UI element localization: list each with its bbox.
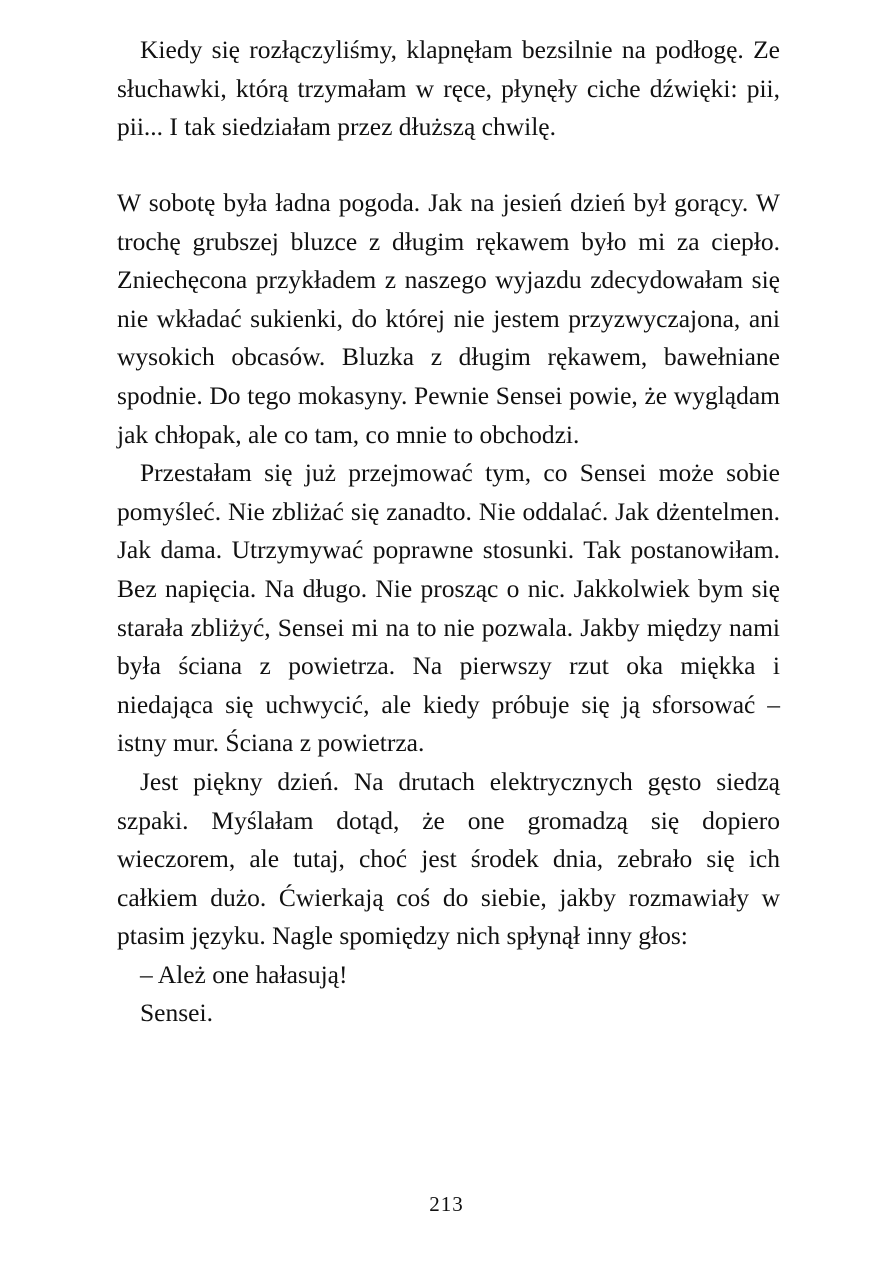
paragraph: W sobotę była ładna pogoda. Jak na jesień dzień był gorący. W trochę grubszej bluzce z długim rękawem było mi za ciepło. Zniechęcona przykładem z naszego wyjazdu zdecydowałam się nie wkładać sukienki, do której nie jestem przyzwyczajona, ani wysokich obcasów. Bluzka z długim rękawem, bawełniane spodnie. Do tego mokasyny. Pewnie Sensei powie, że wyglądam jak chłopak, ale co tam, co mnie to obchodzi. bbox=[117, 188, 780, 449]
dialogue-line: – Ależ one hałasują! bbox=[140, 959, 348, 989]
page-number: 213 bbox=[429, 1192, 464, 1216]
paragraph: Sensei. bbox=[140, 998, 213, 1028]
text-section-1 bbox=[117, 31, 780, 147]
paragraph: Jest piękny dzień. Na drutach elektrycznych gęsto siedzą szpaki. Myślałam dotąd, że one gromadzą się dopiero wieczorem, ale tutaj, choć jest środek dnia, zebrało się ich całkiem dużo. Ćwierkają coś do siebie, jakby rozmawiały w ptasim języku. Nagle spomiędzy nich spłynął inny głos: bbox=[117, 766, 780, 951]
text-section-2 bbox=[117, 184, 780, 1033]
paragraph: Kiedy się rozłączyliśmy, klapnęłam bezsilnie na podłogę. Ze słuchawki, którą trzymałam w ręce, płynęły ciche dźwięki: pii, pii... I tak siedziałam przez dłuższą chwilę. bbox=[117, 35, 780, 142]
paragraph: Przestałam się już przejmować tym, co Sensei może sobie pomyśleć. Nie zbliżać się zanadto. Nie oddalać. Jak dżentelmen. Jak dama. Utrzymywać poprawne stosunki. Tak postanowiłam. Bez napięcia. Na długo. Nie prosząc o nic. Jakkolwiek bym się starała zbliżyć, Sensei mi na to nie pozwala. Jakby między nami była ściana z powietrza. Na pierwszy rzut oka miękka i niedająca się uchwycić, ale kiedy próbuje się ją sforsować – istny mur. Ściana z powietrza. bbox=[117, 458, 780, 758]
